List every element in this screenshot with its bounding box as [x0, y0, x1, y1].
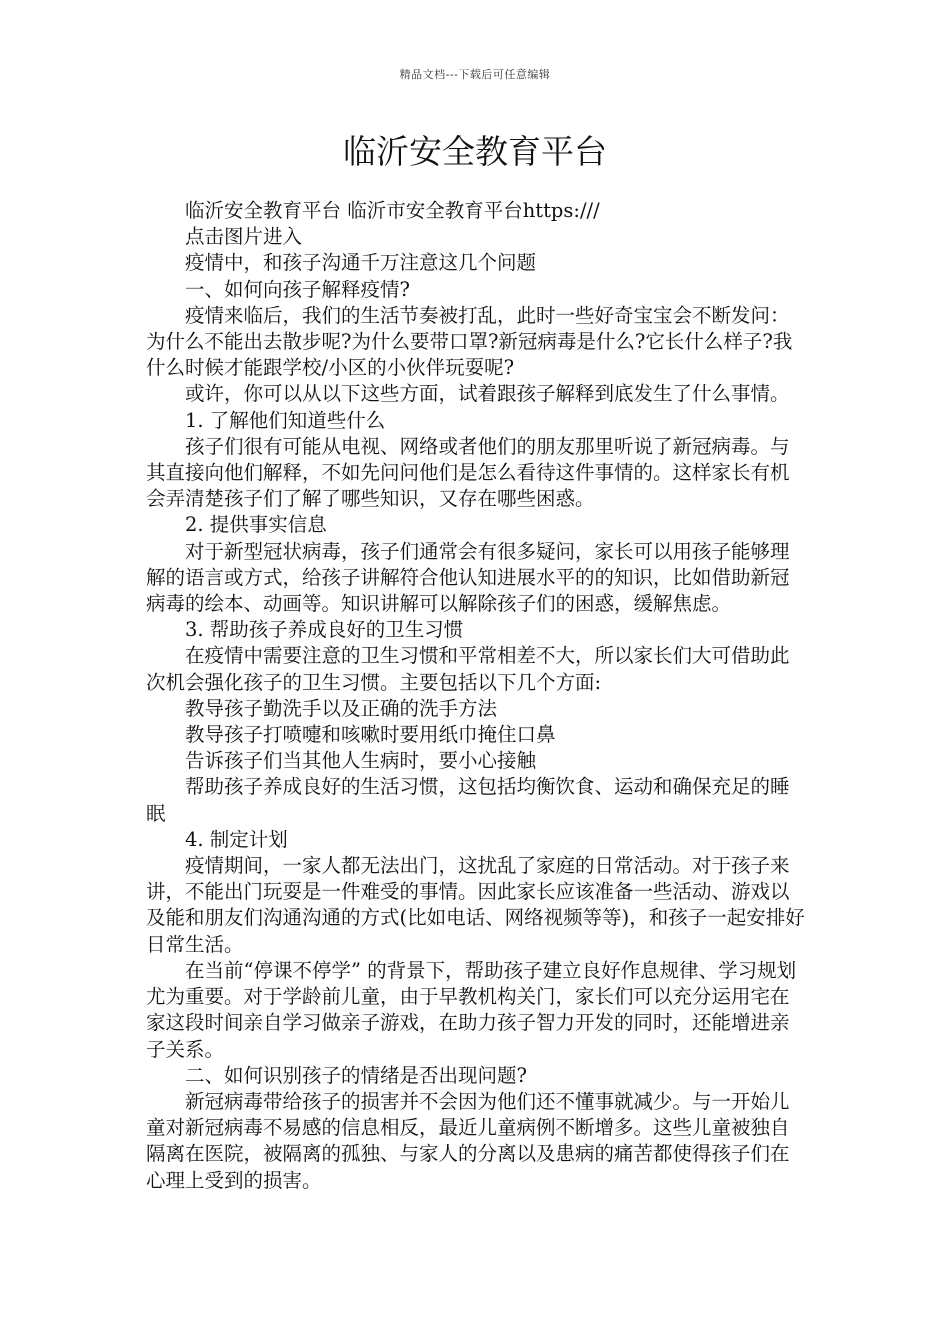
subsection-heading: 3. 帮助孩子养成良好的卫生习惯	[185, 618, 464, 642]
list-item: 教导孩子勤洗手以及正确的洗手方法	[185, 696, 498, 720]
section-heading: 一、如何向孩子解释疫情?	[185, 277, 410, 301]
list-item: 告诉孩子们当其他人生病时，要小心接触	[185, 749, 537, 773]
paragraph: 疫情期间，一家人都无法出门，这扰乱了家庭的日常活动。对于孩子来讲，不能出门玩耍是一件难受的事情。因此家长应该准备一些活动、游戏以及能和朋友们沟通沟通的方式(比如电话、网络视频等等)，和孩子一起安排好日常生活。	[146, 854, 805, 956]
paragraph: 或许，你可以从以下这些方面，试着跟孩子解释到底发生了什么事情。	[185, 382, 790, 406]
paragraph: 疫情中，和孩子沟通千万注意这几个问题	[185, 251, 537, 275]
document-title: 临沂安全教育平台	[343, 132, 607, 171]
section-heading: 二、如何识别孩子的情绪是否出现问题?	[185, 1063, 527, 1087]
paragraph: 在疫情中需要注意的卫生习惯和平常相差不大，所以家长们大可借助此次机会强化孩子的卫生习惯。主要包括以下几个方面:	[146, 644, 790, 694]
paragraph: 临沂安全教育平台 临沂市安全教育平台https:///	[185, 199, 600, 222]
paragraph: 新冠病毒带给孩子的损害并不会因为他们还不懂事就减少。与一开始儿童对新冠病毒不易感的信息相反，最近儿童病例不断增多。这些儿童被独自隔离在医院，被隔离的孤独、与家人的分离以及患病的痛苦都使得孩子们在心理上受到的损害。	[146, 1089, 790, 1192]
list-item: 教导孩子打喷嚏和咳嗽时要用纸巾掩住口鼻	[185, 723, 556, 747]
paragraph: 孩子们很有可能从电视、网络或者他们的朋友那里听说了新冠病毒。与其直接向他们解释，不如先问问他们是怎么看待这件事情的。这样家长有机会弄清楚孩子们了解了哪些知识，又存在哪些困惑。	[146, 434, 790, 511]
list-item: 帮助孩子养成良好的生活习惯，这包括均衡饮食、运动和确保充足的睡眠	[146, 775, 790, 825]
header-note: 精品文档---下载后可任意编辑	[399, 68, 551, 81]
subsection-heading: 1. 了解他们知道些什么	[185, 408, 386, 432]
subsection-heading: 2. 提供事实信息	[185, 513, 327, 537]
paragraph: 在当前“停课不停学” 的背景下，帮助孩子建立良好作息规律、学习规划尤为重要。对于学龄前儿童，由于早教机构关门，家长们可以充分运用宅在家这段时间亲自学习做亲子游戏，在助力孩子智力开发的同时，还能增进亲子关系。	[146, 958, 797, 1061]
paragraph: 对于新型冠状病毒，孩子们通常会有很多疑问，家长可以用孩子能够理解的语言或方式，给孩子讲解符合他认知进展水平的的知识，比如借助新冠病毒的绘本、动画等。知识讲解可以解除孩子们的困惑，缓解焦虑。	[146, 539, 790, 616]
document-body	[146, 198, 806, 1194]
paragraph: 疫情来临后，我们的生活节奏被打乱，此时一些好奇宝宝会不断发问：为什么不能出去散步呢?为什么要带口罩?新冠病毒是什么?它长什么样子?我什么时候才能跟学校/小区的小伙伴玩耍呢?	[146, 303, 793, 380]
subsection-heading: 4. 制定计划	[185, 827, 288, 851]
paragraph: 点击图片进入	[185, 225, 303, 249]
